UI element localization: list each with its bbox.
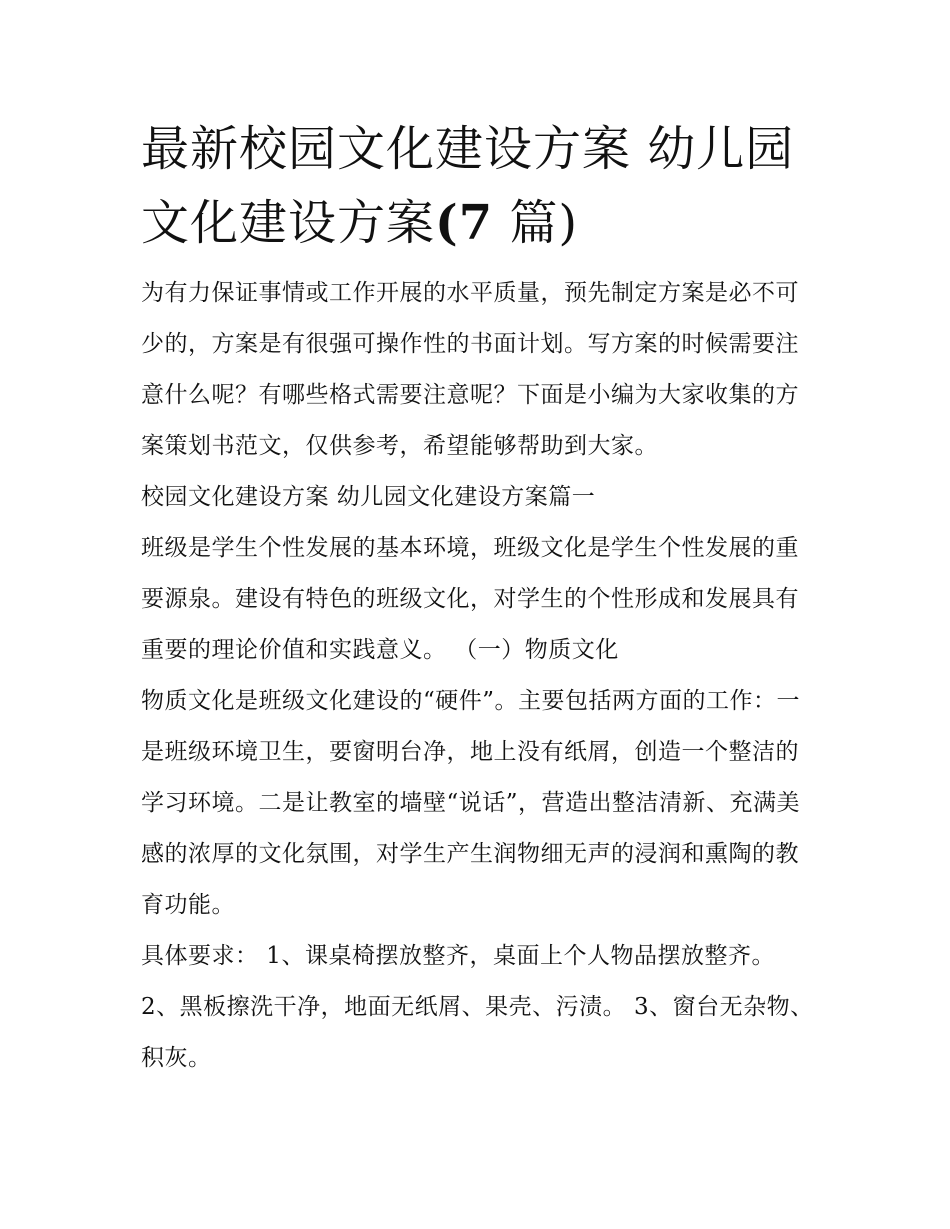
section-heading: 校园文化建设方案 幼儿园文化建设方案篇一 <box>141 484 596 510</box>
title-suffix: 篇) <box>493 195 579 251</box>
requirements-paragraph: 具体要求： 1、课桌椅摆放整齐，桌面上个人物品摆放整齐。 2、黑板擦洗干净，地面无纸屑、果壳、污渍。 3、窗台无杂物、积灰。 <box>141 943 814 1071</box>
body-paragraph: 物质文化是班级文化建设的“硬件”。主要包括两方面的工作：一是班级环境卫生，要窗明台净，地上没有纸屑，创造一个整洁的学习环境。二是让教室的墙壁“说话”，营造出整洁清新、充满美感的浓厚的文化氛围，对学生产生润物细无声的浸润和熏陶的教育功能。 <box>141 688 801 918</box>
body-paragraph: 班级是学生个性发展的基本环境，班级文化是学生个性发展的重要源泉。建设有特色的班级文化，对学生的个性形成和发展具有重要的理论价值和实践意义。 （一）物质文化 <box>141 535 799 663</box>
intro-paragraph: 为有力保证事情或工作开展的水平质量，预先制定方案是必不可少的，方案是有很强可操作性的书面计划。写方案的时候需要注意什么呢？有哪些格式需要注意呢？下面是小编为大家收集的方案策划书范文，仅供参考，希望能够帮助到大家。 <box>141 280 799 459</box>
document-title <box>141 112 821 260</box>
title-count: (7 <box>435 195 494 251</box>
title-line-2: 文化建设方案 <box>141 195 436 251</box>
title-line-1: 最新校园文化建设方案 幼儿园 <box>141 121 795 177</box>
document-page <box>141 112 821 1084</box>
